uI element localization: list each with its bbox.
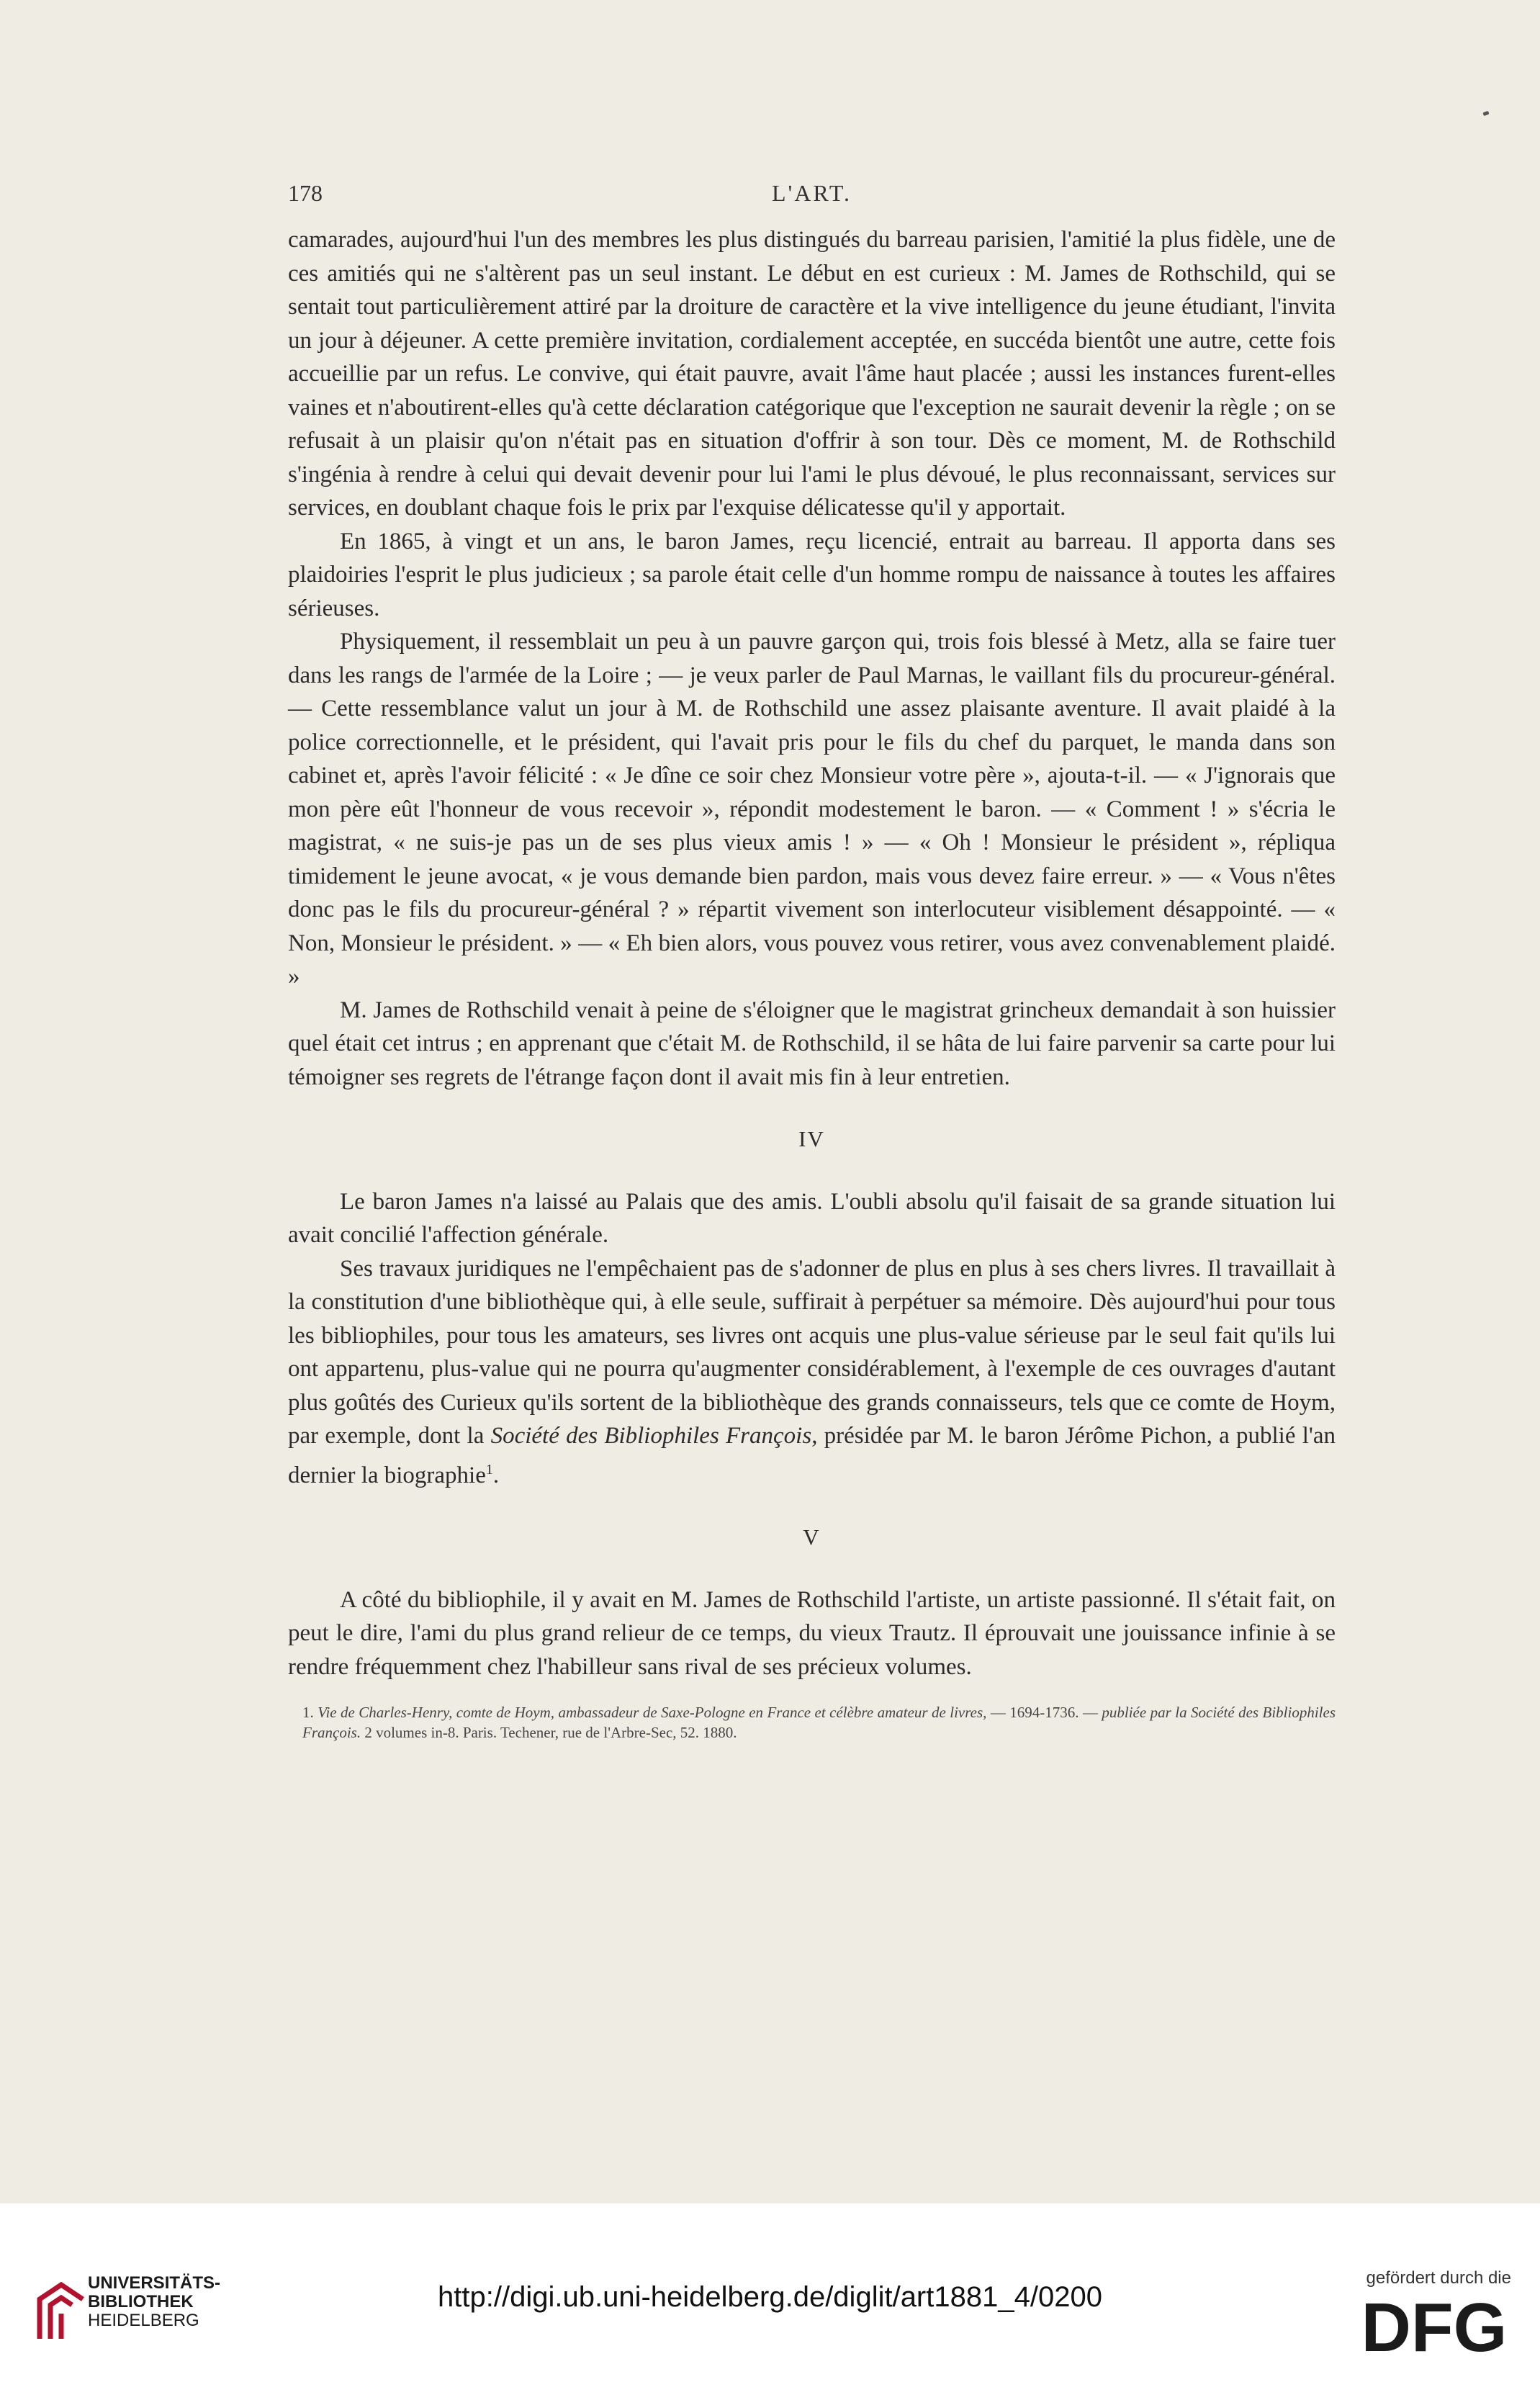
paragraph: Le baron James n'a laissé au Palais que des amis. L'oubli absolu qu'il faisait de sa grande situation lui avait concilié l'affection générale. bbox=[288, 1188, 1336, 1248]
society-title: Société des Bibliophiles François bbox=[490, 1423, 812, 1449]
text-run: Ses travaux juridiques ne l'empêchaient pas de s'adonner de plus en plus à ses chers livres. Il travaillait à la constitution d'une bibliothèque qui, à elle seule, suffirait à perpétuer sa mémoire. Dès aujourd'hui pour tous les bibliophiles, pour tous les amateurs, ses livres ont acquis une plus-value sérieuse par le seul fait qu'ils lui ont appartenu, plus-value qui ne pourra qu'augmenter considérablement, à l'exemple de ces ouvrages d'autant plus goûtés des Curieux qu'ils sortent de la bibliothèque des grands connaisseurs, tels que ce comte de Hoym, par exemple, dont la bbox=[288, 1255, 1336, 1449]
paragraph: A côté du bibliophile, il y avait en M. James de Rothschild l'artiste, un artiste passionné. Il s'était fait, on peut le dire, l'ami du plus grand relieur de ce temps, du vieux Trautz. Il éprouvait une jouissance infinie à se rendre fréquemment chez l'habilleur sans rival de ses précieux volumes. bbox=[288, 1586, 1336, 1680]
page-number: 178 bbox=[288, 180, 323, 206]
dfg-logo[interactable] bbox=[1359, 2293, 1510, 2358]
running-header bbox=[288, 180, 1336, 216]
text-run: , présidée par M. le baron Jérôme Pichon, a publié l'an dernier la biographie bbox=[288, 1423, 1336, 1488]
footnote-text: — 1694-1736. — bbox=[986, 1704, 1102, 1721]
paragraph: Physiquement, il ressemblait un peu à un pauvre garçon qui, trois fois blessé à Metz, alla se faire tuer dans les rangs de l'armée de la Loire ; — je veux parler de Paul Marnas, le vaillant fils du procureur-général. — Cette ressemblance valut un jour à M. de Rothschild une assez plaisante aventure. Il avait plaidé à la police correctionnelle, et le président, qui l'avait pris pour le fils du chef du parquet, le manda dans son cabinet et, après l'avoir félicité : « Je dîne ce soir chez Monsieur votre père », ajouta-t-il. — « J'ignorais que mon père eût l'honneur de vous recevoir », répondit modestement le baron. — « Comment ! » s'écria le magistrat, « ne suis-je pas un de ses plus vieux amis ! » — « Oh ! Monsieur le président », répliqua timidement le jeune avocat, « je vous demande bien pardon, mais vous devez faire erreur. » — « Vous n'êtes donc pas le fils du procureur-général ? » répartit vivement son interlocuteur visiblement désappointé. — « Non, Monsieur le président. » — « Eh bien alors, vous pouvez vous retirer, vous avez convenablement plaidé. » bbox=[288, 629, 1336, 989]
library-line: UNIVERSITÄTS- bbox=[88, 2273, 221, 2293]
funder-label: gefördert durch die bbox=[1366, 2268, 1511, 2288]
paragraph: M. James de Rothschild venait à peine de s'éloigner que le magistrat grincheux demandait à son huissier quel était cet intrus ; en apprenant que c'était M. de Rothschild, il se hâta de lui faire parvenir sa carte pour lui témoigner ses regrets de l'étrange façon dont il avait mis fin à leur entretien. bbox=[288, 997, 1336, 1090]
paragraph-with-footnote bbox=[288, 1252, 1336, 1493]
running-title: L'ART. bbox=[771, 180, 852, 206]
paragraph: En 1865, à vingt et un ans, le baron James, reçu licencié, entrait au barreau. Il apporta dans ses plaidoiries l'esprit le plus judicieux ; sa parole était celle d'un homme rompu de naissance à toutes les affaires sérieuses. bbox=[288, 528, 1336, 621]
footnote-number: 1. bbox=[302, 1704, 314, 1721]
footnote bbox=[288, 1702, 1336, 1743]
permalink-url[interactable]: http://digi.ub.uni-heidelberg.de/diglit/art1881_4/0200 bbox=[438, 2281, 1102, 2313]
footnote-publisher: publiée par la Société des Bibliophiles François. bbox=[302, 1704, 1336, 1741]
footnote-marker[interactable]: 1 bbox=[485, 1461, 493, 1478]
article-body bbox=[288, 223, 1336, 1743]
library-line: BIBLIOTHEK bbox=[88, 2292, 194, 2311]
section-heading-v: V bbox=[803, 1524, 821, 1550]
footnote-text: 2 volumes in-8. Paris. Techener, rue de l'Arbre-Sec, 52. 1880. bbox=[361, 1724, 737, 1741]
library-line: HEIDELBERG bbox=[88, 2311, 199, 2330]
footnote-title: Vie de Charles-Henry, comte de Hoym, ambassadeur de Saxe-Pologne en France et célèbre amateur de livres, bbox=[318, 1704, 987, 1721]
dfg-logo-text: DFG bbox=[1361, 2293, 1508, 2358]
ink-speck bbox=[1482, 111, 1489, 116]
text-run: . bbox=[492, 1462, 500, 1488]
section-heading-iv: IV bbox=[798, 1126, 825, 1151]
paragraph-continuation: camarades, aujourd'hui l'un des membres les plus distingués du barreau parisien, l'amitié la plus fidèle, une de ces amitiés qui ne s'altèrent pas un seul instant. Le début en est curieux : M. James de Rothschild, qui se sentait tout particulièrement attiré par la droiture de caractère et la vive intelligence du jeune étudiant, l'invita un jour à déjeuner. A cette première invitation, cordialement acceptée, en succéda bientôt une autre, cette fois accueillie par un refus. Le convive, qui était pauvre, avait l'âme haut placée ; aussi les instances furent-elles vaines et n'aboutirent-elles qu'à cette déclaration catégorique que l'exception ne saurait devenir la règle ; on se refusait à un plaisir qu'on n'était pas en situation d'offrir à son tour. Dès ce moment, M. de Rothschild s'ingénia à rendre à celui qui devait devenir pour lui l'ami le plus dévoué, le plus reconnaissant, services sur services, en doublant chaque fois le prix par l'exquise délicatesse qu'il y apportait. bbox=[288, 227, 1336, 521]
